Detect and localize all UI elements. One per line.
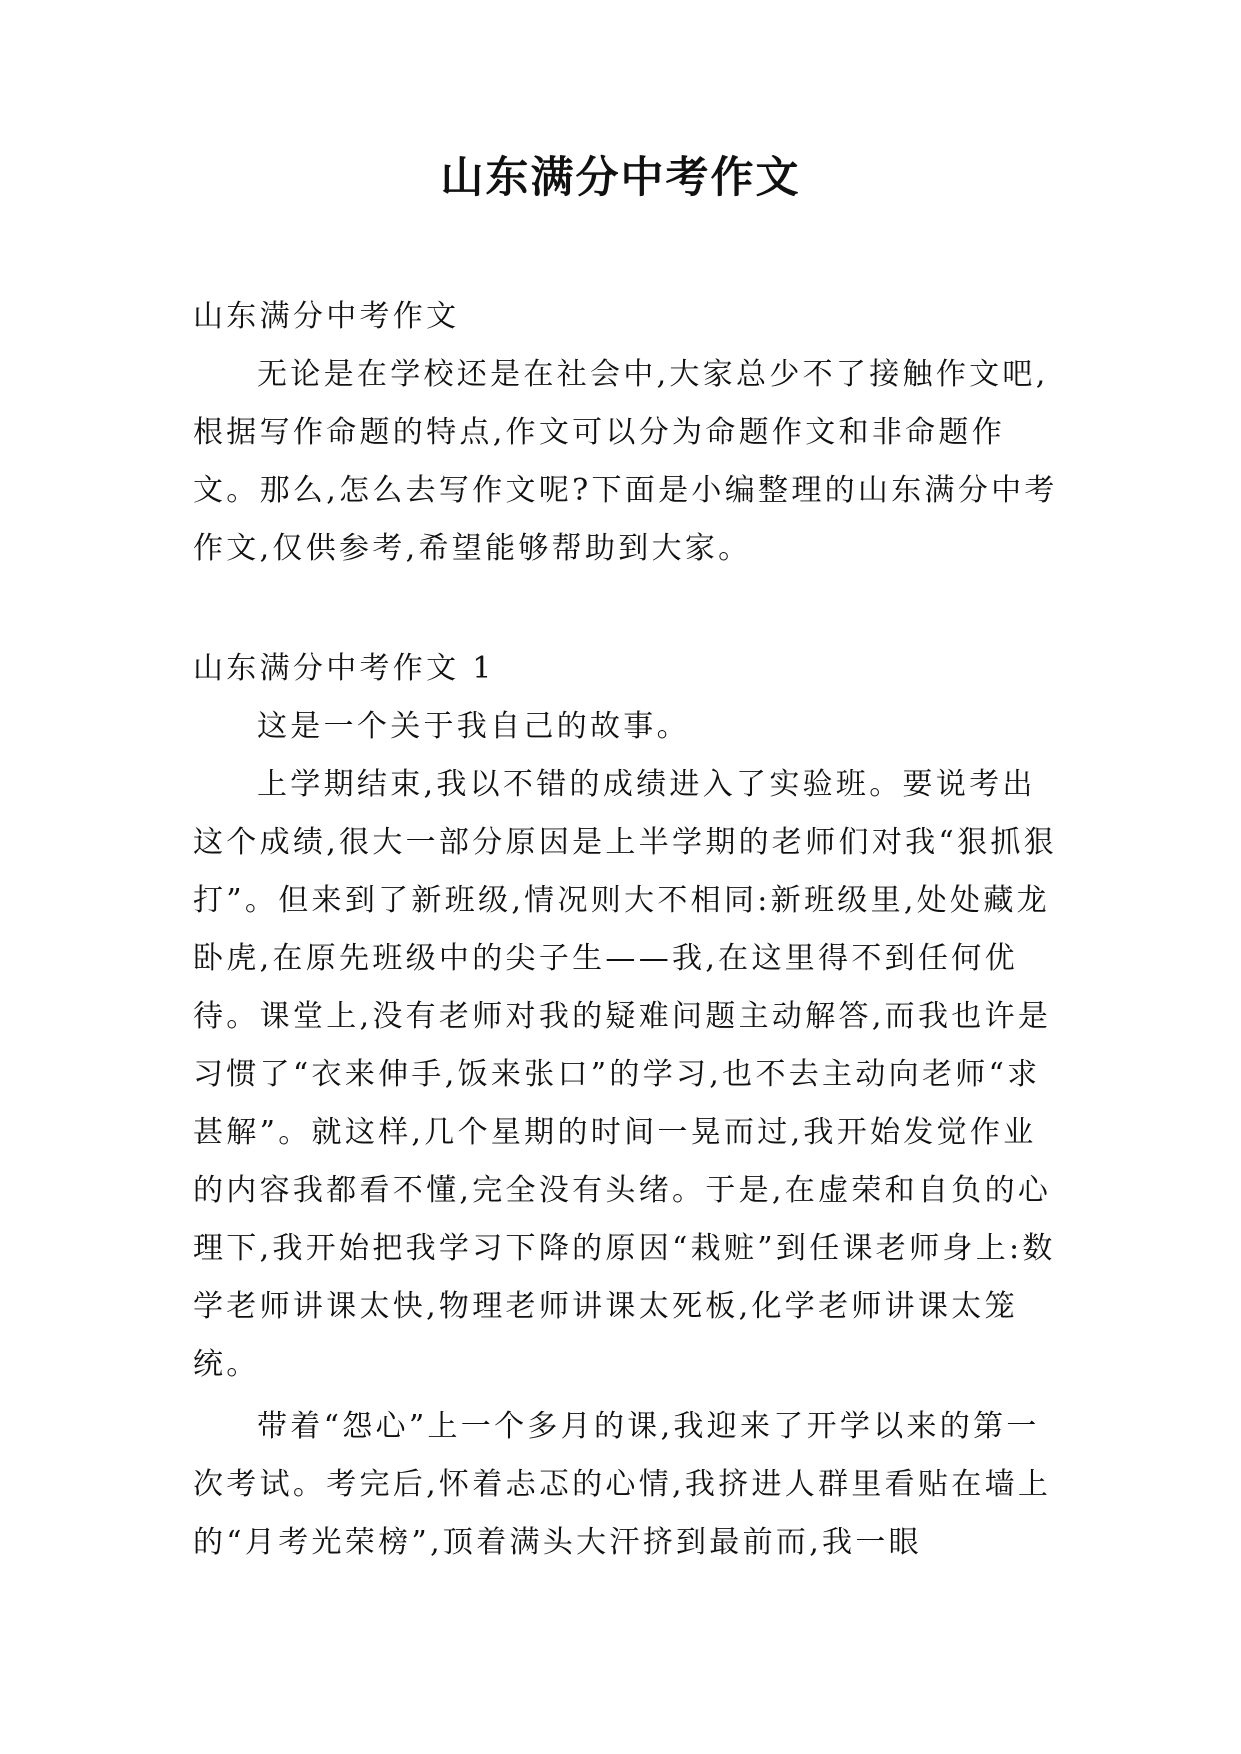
paragraph-2: 上学期结束,我以不错的成绩进入了实验班。要说考出这个成绩,很大一部分原因是上半学期的老师们对我“狠抓狠打”。但来到了新班级,情况则大不相同:新班级里,处处藏龙卧虎,在原先班级中的尖子生——我,在这里得不到任何优待。课堂上,没有老师对我的疑难问题主动解答,而我也许是习惯了“衣来伸手,饭来张口”的学习,也不去主动向老师“求甚解”。就这样,几个星期的时间一晃而过,我开始发觉作业的内容我都看不懂,完全没有头绪。于是,在虚荣和自负的心理下,我开始把我学习下降的原因“栽赃”到任课老师身上:数学老师讲课太快,物理老师讲课太死板,化学老师讲课太笼统。: [193, 767, 1057, 1382]
intro-paragraph: 无论是在学校还是在社会中,大家总少不了接触作文吧,根据写作命题的特点,作文可以分为命题作文和非命题作文。那么,怎么去写作文呢?下面是小编整理的山东满分中考作文,仅供参考,希望能够帮助到大家。: [193, 357, 1058, 566]
intro-heading: 山东满分中考作文: [193, 299, 460, 334]
document-title: 山东满分中考作文: [440, 153, 801, 203]
paragraph-3: 带着“怨心”上一个多月的课,我迎来了开学以来的第一次考试。考完后,怀着忐忑的心情,我挤进人群里看贴在墙上的“月考光荣榜”,顶着满头大汗挤到最前而,我一眼: [193, 1409, 1052, 1560]
paragraph-1: 这是一个关于我自己的故事。: [257, 709, 690, 744]
section-heading: 山东满分中考作文 1: [193, 651, 495, 686]
